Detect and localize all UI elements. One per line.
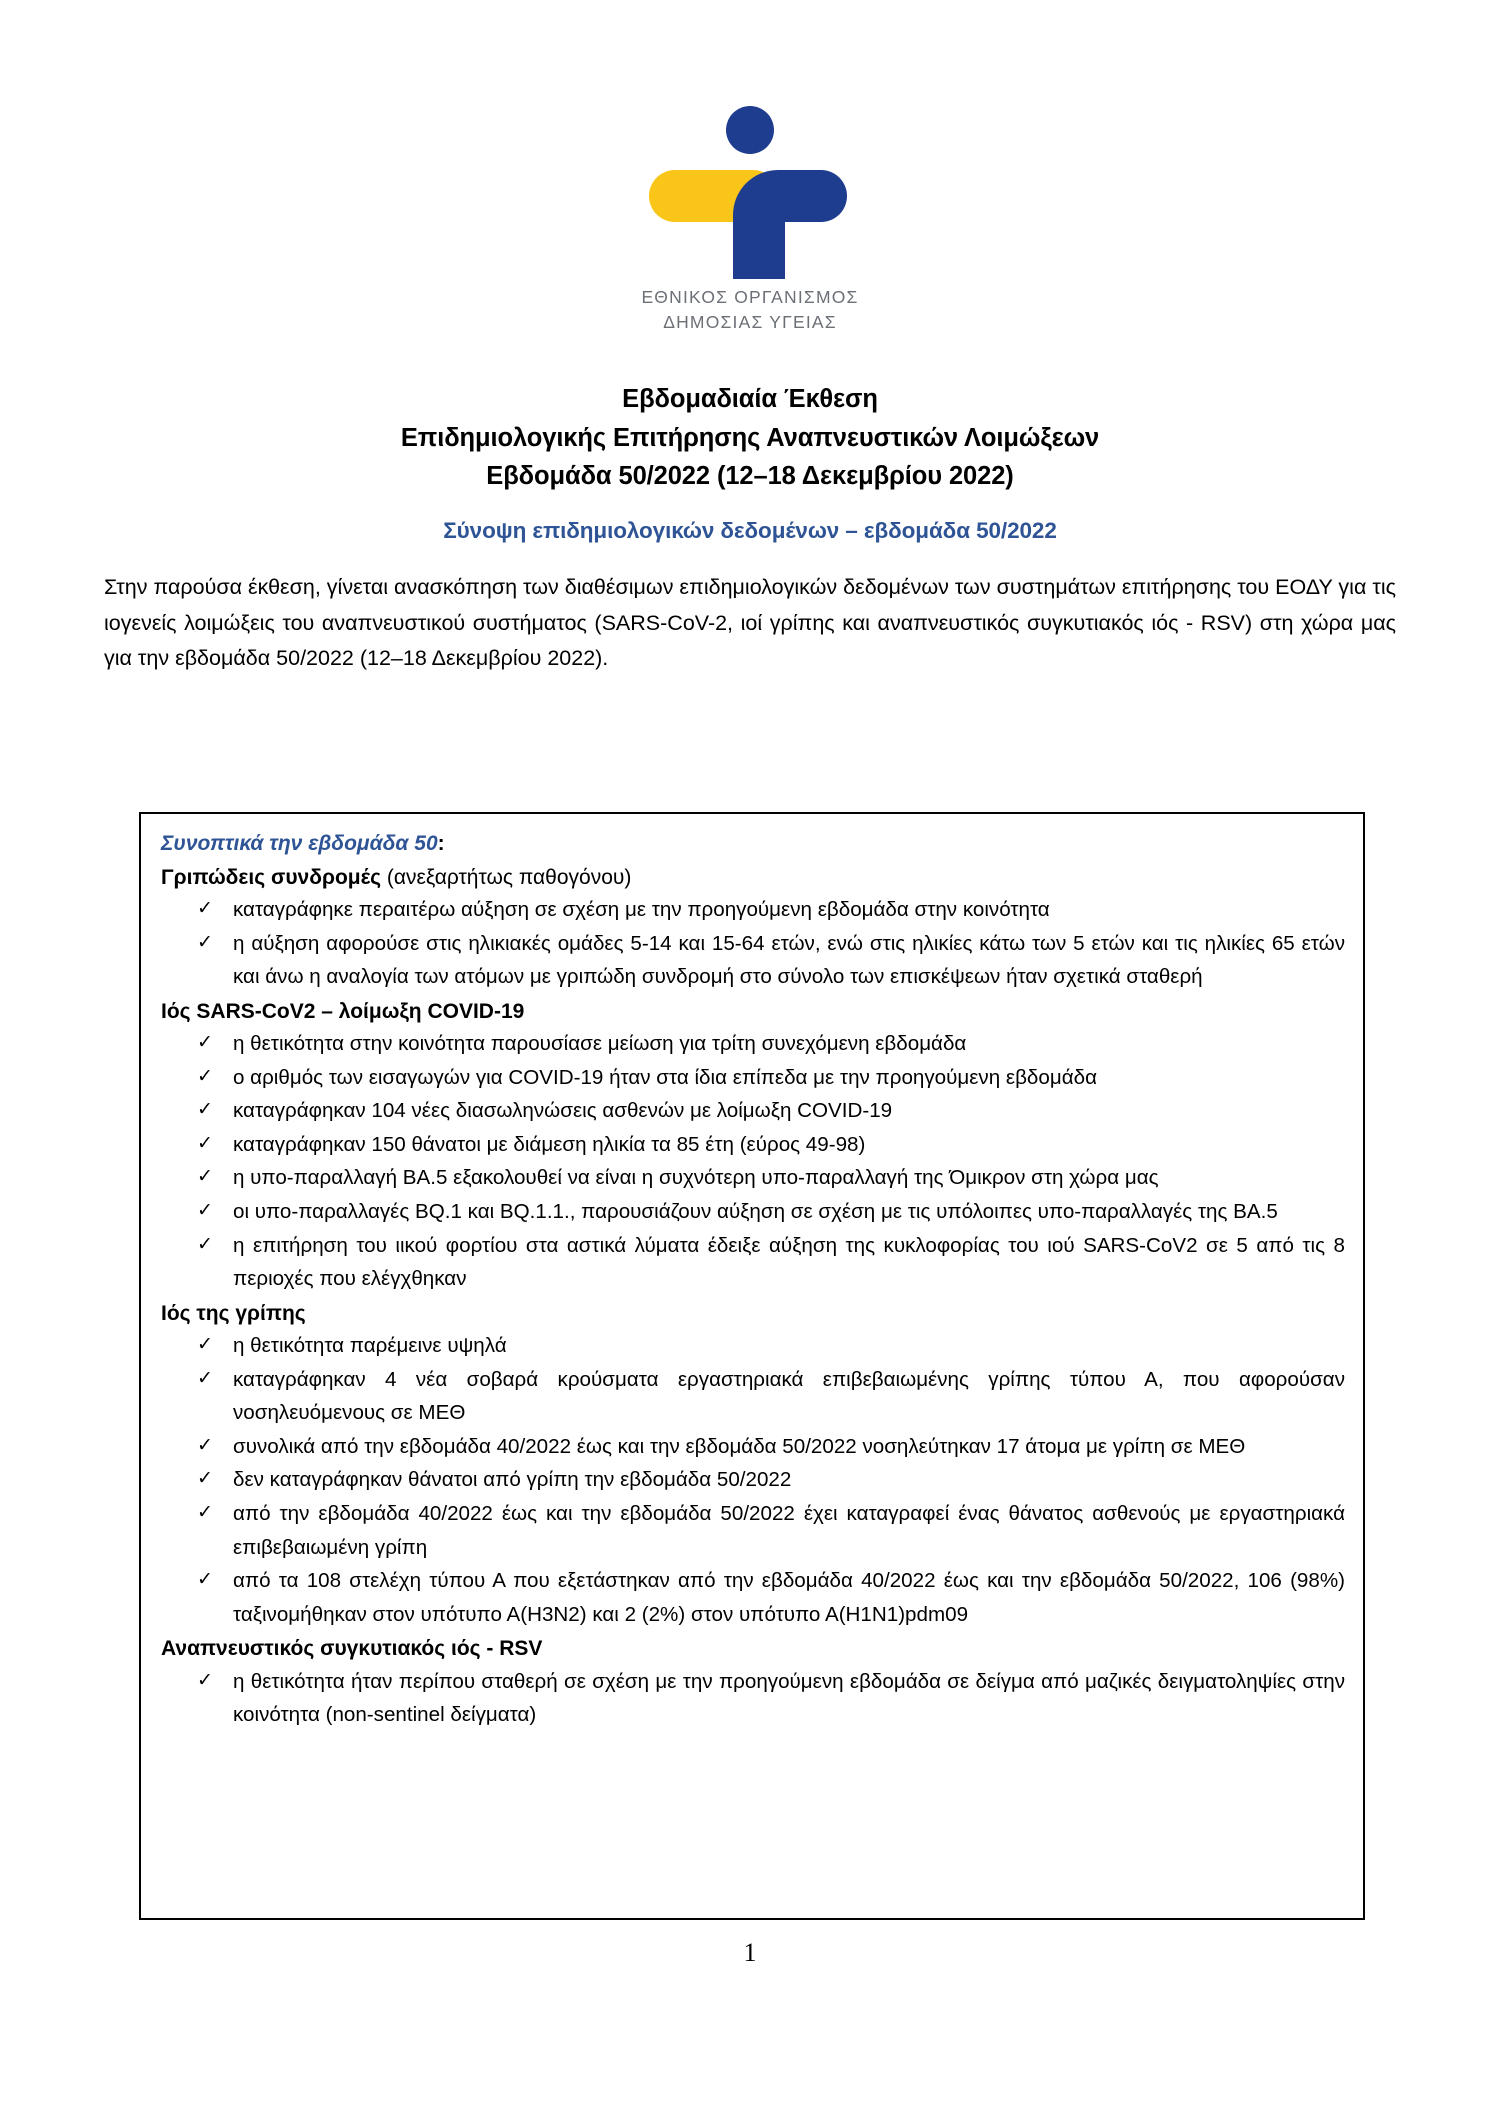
summary-section [161, 1633, 1345, 1732]
summary-bullet-text: η θετικότητα στην κοινότητα παρουσίασε μείωση για τρίτη συνεχόμενη εβδομάδα [233, 1032, 967, 1056]
summary-bullet-text: η επιτήρηση του ιικού φορτίου στα αστικά λύματα έδειξε αύξηση της κυκλοφορίας του ιού SARS-CoV2 σε 5 από τις 8 περιοχές που ελέγχθηκαν [233, 1233, 1345, 1291]
check-icon: ✓ [197, 1065, 213, 1087]
page-number: 1 [743, 1938, 757, 1967]
summary-bullet-text: από την εβδομάδα 40/2022 έως και την εβδομάδα 50/2022 έχει καταγραφεί ένας θάνατος ασθενούς με εργαστηριακά επιβεβαιωμένη γρίπη [233, 1502, 1345, 1559]
eody-logo-icon [635, 104, 865, 279]
intro-paragraph-block [104, 570, 1396, 677]
summary-bullet-text: η αύξηση αφορούσε στις ηλικιακές ομάδες 5-14 και 15-64 ετών, ενώ στις ηλικίες κάτω των 5 ετών και τις ηλικίες 65 ετών και άνω η αναλογία των ατόμων με γριπώδη συνδρομή στο σύνολο των επισκέψεων ήταν σχετικά σταθερή [233, 931, 1345, 989]
summary-bullet-item [161, 1128, 1345, 1162]
intro-paragraph: Στην παρούσα έκθεση, γίνεται ανασκόπηση των διαθέσιμων επιδημιολογικών δεδομένων των συστημάτων επιτήρησης του ΕΟΔΥ για τις ιογενείς λοιμώξεις του αναπνευστικού συστήματος (SARS-CoV-2, ιοί γρίπης και αναπνευστικός συγκυτιακός ιός - RSV) στη χώρα μας για την εβδομάδα 50/2022 (12–18 Δεκεμβρίου 2022). [104, 575, 1396, 671]
page-title-line-2: Επιδημιολογικής Επιτήρησης Αναπνευστικών Λοιμώξεων [400, 423, 1100, 452]
summary-bullet-item [161, 1061, 1345, 1095]
check-icon: ✓ [197, 931, 213, 953]
summary-bullet-item [161, 1094, 1345, 1128]
logo-caption-line2: ΔΗΜΟΣΙΑΣ ΥΓΕΙΑΣ [663, 312, 837, 333]
check-icon: ✓ [197, 1200, 213, 1221]
summary-bullet-item [161, 1363, 1345, 1430]
page-subtitle: Σύνοψη επιδημιολογικών δεδομένων – εβδομάδα 50/2022 [443, 518, 1057, 543]
page-title-line-3: Εβδομάδα 50/2022 (12–18 Δεκεμβρίου 2022) [486, 462, 1014, 491]
summary-bullet-text: από τα 108 στελέχη τύπου Α που εξετάστηκαν από την εβδομάδα 40/2022 έως και την εβδομάδα 50/2022, 106 (98%) ταξινομήθηκαν στον υπότυπο Α(Η3Ν2) και 2 (2%) στον υπότυπο Α(Η1Ν1)pdm09 [233, 1569, 1345, 1626]
summary-bullet-list [161, 1329, 1345, 1631]
summary-section [161, 1298, 1345, 1632]
summary-bullet-item [161, 1430, 1345, 1464]
check-icon: ✓ [197, 1367, 213, 1389]
summary-bullet-item [161, 1665, 1345, 1732]
summary-bullet-item [161, 1161, 1345, 1195]
logo-caption [0, 285, 1500, 336]
summary-bullet-list [161, 1665, 1345, 1732]
summary-box-heading-colon: : [437, 832, 445, 855]
check-icon: ✓ [197, 1468, 213, 1490]
check-icon: ✓ [197, 1569, 213, 1591]
summary-bullet-item [161, 1027, 1345, 1061]
summary-bullet-item [161, 1564, 1345, 1631]
check-icon: ✓ [197, 898, 213, 919]
check-icon: ✓ [197, 1669, 213, 1691]
summary-bullet-item [161, 927, 1345, 994]
summary-bullet-item [161, 1195, 1345, 1229]
summary-bullet-text: η υπο-παραλλαγή ΒΑ.5 εξακολουθεί να είναι η συχνότερη υπο-παραλλαγή της Όμικρον στη χώρα μας [233, 1166, 1159, 1190]
check-icon: ✓ [197, 1132, 213, 1154]
summary-box-heading-text: Συνοπτικά την εβδομάδα 50 [161, 832, 438, 855]
check-icon: ✓ [197, 1502, 213, 1523]
check-icon: ✓ [197, 1032, 213, 1054]
summary-section-heading [161, 1298, 1345, 1330]
summary-section-heading-bold: Ιός SARS-CoV2 – λοίμωξη COVID-19 [161, 999, 525, 1023]
page-title-line-1: Εβδομαδιαία Έκθεση [622, 384, 878, 413]
summary-bullet-list [161, 1027, 1345, 1296]
check-icon: ✓ [197, 1334, 213, 1356]
summary-bullet-text: καταγράφηκαν 4 νέα σοβαρά κρούσματα εργαστηριακά επιβεβαιωμένης γρίπης τύπου Α, που αφορούσαν νοσηλευόμενους σε ΜΕΘ [233, 1367, 1345, 1425]
summary-bullet-item [161, 1329, 1345, 1363]
logo-caption-line1: ΕΘΝΙΚΟΣ ΟΡΓΑΝΙΣΜΟΣ [641, 287, 859, 307]
check-icon: ✓ [197, 1099, 213, 1121]
check-icon: ✓ [197, 1434, 213, 1456]
summary-section-heading [161, 862, 1345, 894]
summary-section-heading [161, 1633, 1345, 1665]
organization-logo [0, 0, 1500, 336]
summary-section-heading-bold: Ιός της γρίπης [161, 1301, 306, 1325]
summary-section-heading-normal: (ανεξαρτήτως παθογόνου) [386, 865, 632, 889]
summary-bullet-text: συνολικά από την εβδομάδα 40/2022 έως και την εβδομάδα 50/2022 νοσηλεύτηκαν 17 άτομα με γρίπη σε ΜΕΘ [233, 1434, 1246, 1458]
summary-bullet-text: οι υπο-παραλλαγές BQ.1 και BQ.1.1., παρουσιάζουν αύξηση σε σχέση με τις υπόλοιπες υπο-παραλλαγές της ΒΑ.5 [233, 1200, 1278, 1223]
summary-section-heading [161, 996, 1345, 1028]
summary-bullet-text: ο αριθμός των εισαγωγών για COVID-19 ήταν στα ίδια επίπεδα με την προηγούμενη εβδομάδα [233, 1065, 1097, 1089]
summary-bullet-text: καταγράφηκε περαιτέρω αύξηση σε σχέση με την προηγούμενη εβδομάδα στην κοινότητα [233, 898, 1050, 921]
summary-section-heading-bold: Αναπνευστικός συγκυτιακός ιός - RSV [161, 1637, 543, 1661]
summary-bullet-text: δεν καταγράφηκαν θάνατοι από γρίπη την εβδομάδα 50/2022 [233, 1468, 792, 1492]
summary-bullet-item [161, 1229, 1345, 1296]
summary-bullet-item [161, 893, 1345, 927]
summary-bullet-item [161, 1497, 1345, 1564]
summary-bullet-text: η θετικότητα ήταν περίπου σταθερή σε σχέση με την προηγούμενη εβδομάδα σε δείγμα από μαζικές δειγματοληψίες στην κοινότητα (non-sentinel δείγματα) [233, 1669, 1345, 1727]
weekly-summary-box [139, 812, 1365, 1920]
summary-sections [161, 862, 1345, 1732]
summary-section-heading-bold: Γριπώδεις συνδρομές [161, 865, 387, 889]
summary-bullet-text: η θετικότητα παρέμεινε υψηλά [233, 1334, 507, 1358]
page-title-block [0, 380, 1500, 544]
summary-bullet-item [161, 1463, 1345, 1497]
summary-box-heading [161, 828, 1345, 860]
check-icon: ✓ [197, 1233, 213, 1255]
summary-section [161, 996, 1345, 1296]
check-icon: ✓ [197, 1166, 213, 1188]
summary-bullet-text: καταγράφηκαν 150 θάνατοι με διάμεση ηλικία τα 85 έτη (εύρος 49-98) [233, 1132, 866, 1156]
summary-bullet-text: καταγράφηκαν 104 νέες διασωληνώσεις ασθενών με λοίμωξη COVID-19 [233, 1099, 893, 1123]
summary-bullet-list [161, 893, 1345, 994]
summary-section [161, 862, 1345, 994]
